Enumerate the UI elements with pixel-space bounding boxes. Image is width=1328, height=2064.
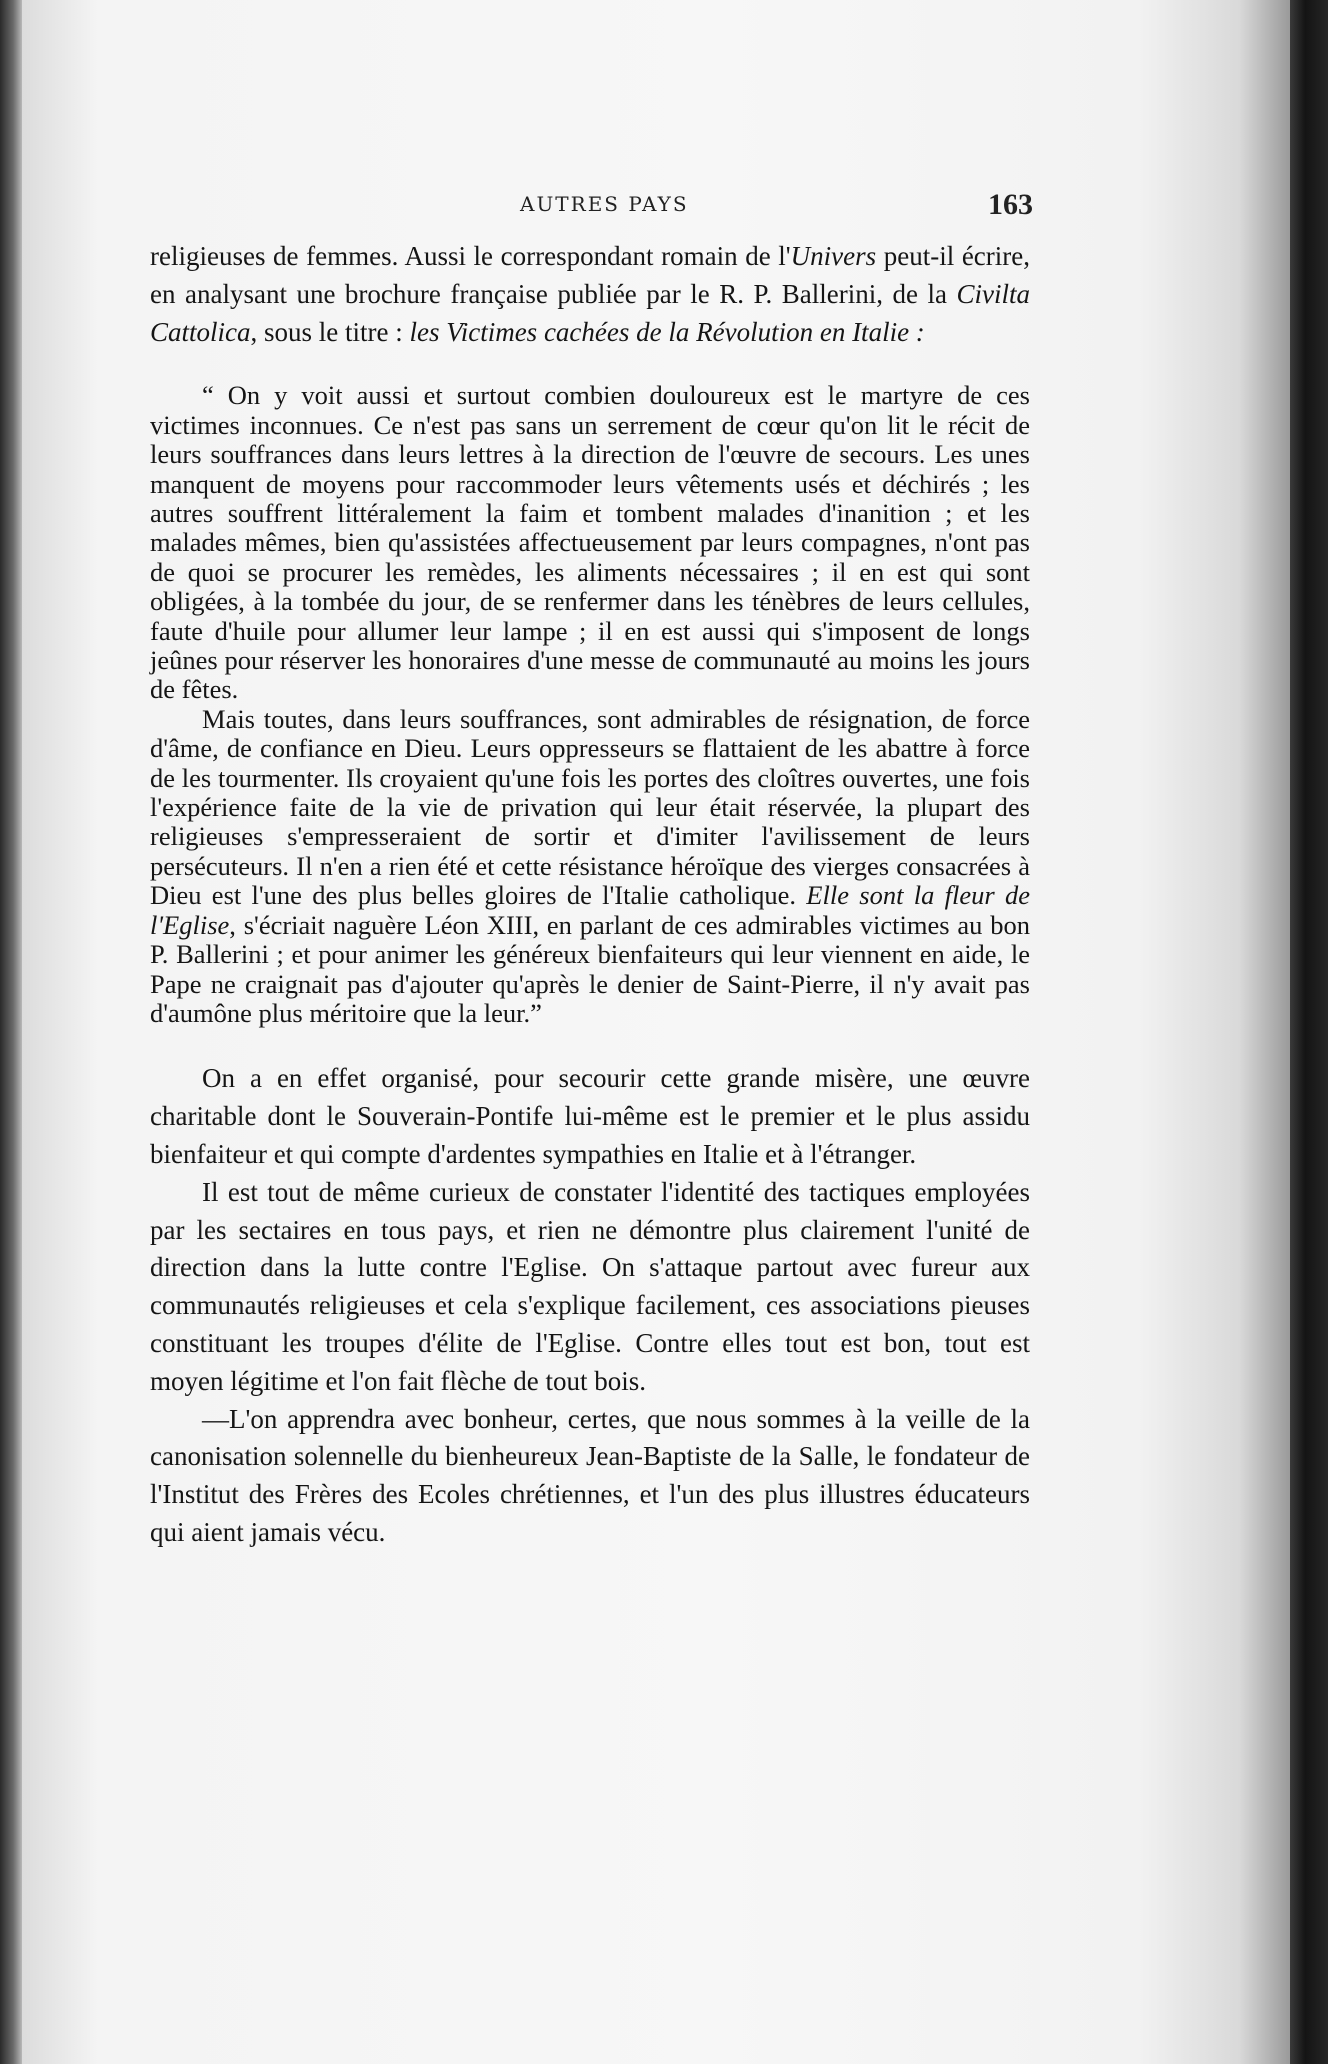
scan-left-shadow	[0, 0, 22, 2064]
quote-paragraph-2	[150, 705, 1030, 1028]
quote-italic: Elle sont la fleur de l'Eglise	[150, 880, 1030, 940]
scan-right-edge	[1290, 0, 1328, 2064]
quote-paragraph-1: “ On y voit aussi et surtout combien douloureux est le martyre de ces victimes inconnues. Ce n'est pas sans un serrement de cœur qu'on lit le récit de leurs souffrances dans leurs lettres à la direction de l'œuvre de secours. Les unes manquent de moyens pour raccommoder leurs vêtements usés et déchirés ; les autres souffrent littéralement la faim et tombent malades d'inanition ; et les malades mêmes, bien qu'assistées affectueusement par leurs compagnes, n'ont pas de quoi se procurer les remèdes, les aliments nécessaires ; il en est qui sont obligées, à la tombée du jour, de se renfermer dans les ténèbres de leurs cellules, faute d'huile pour allumer leur lampe ; il en est aussi qui s'imposent de longs jeûnes pour réserver les honoraires d'une messe de communauté au moins les jours de fêtes.	[150, 380, 1030, 705]
intro-text-2: peut-il écrire, en analysant une brochure française publiée par le R. P. Ballerini, de la	[150, 241, 1030, 309]
page-text	[150, 238, 1030, 1552]
running-head: AUTRES PAYS	[520, 192, 689, 216]
quote-text-1: Mais toutes, dans leurs souffrances, sont admirables de résignation, de force d'âme, de confiance en Dieu. Leurs oppresseurs se flattaient de les abattre à force de les tourmenter. Ils croyaient qu'une fois les portes des cloîtres ouvertes, une fois l'expérience faite de la vie de privation qui leur était réservée, la plupart des religieuses s'empresseraient de sortir et d'imiter l'avilissement de leurs persécuteurs. Il n'en a rien été et cette résistance héroïque des vierges consacrées à Dieu est l'une des plus belles gloires de l'Italie catholique.	[150, 703, 1030, 911]
block-quote	[150, 381, 1030, 1028]
body-paragraph-1: On a en effet organisé, pour secourir cette grande misère, une œuvre charitable dont le Souverain-Pontife lui-même est le premier et le plus assidu bienfaiteur et qui compte d'ardentes sympathies en Italie et à l'étranger.	[150, 1063, 1030, 1169]
intro-italic-univers: Univers	[790, 241, 877, 271]
intro-text-1: religieuses de femmes. Aussi le correspondant romain de l'	[150, 241, 791, 271]
page-number: 163	[988, 188, 1033, 221]
body-paragraph-2: Il est tout de même curieux de constater l'identité des tactiques employées par les sectaires en tous pays, et rien ne démontre plus clairement l'unité de direction dans la lutte contre l'Eglise. On s'attaque partout avec fureur aux communautés religieuses et cela s'explique facilement, ces associations pieuses constituant les troupes d'élite de l'Eglise. Contre elles tout est bon, tout est moyen légitime et l'on fait flèche de tout bois.	[150, 1176, 1030, 1396]
intro-italic-title: les Victimes cachées de la Révolution en Italie :	[409, 316, 925, 347]
intro-text-3: , sous le titre :	[250, 316, 410, 347]
body-paragraph-3: —L'on apprendra avec bonheur, certes, que nous sommes à la veille de la canonisation solennelle du bienheureux Jean-Baptiste de la Salle, le fondateur de l'Institut des Frères des Ecoles chrétiennes, et l'un des plus illustres éducateurs qui aient jamais vécu.	[150, 1403, 1030, 1547]
intro-italic-civilta: Civilta Cattolica	[150, 278, 1030, 347]
quote-text-2: , s'écriait naguère Léon XIII, en parlant de ces admirables victimes au bon P. Ballerini ; et pour animer les généreux bienfaiteurs qui leur viennent en aide, le Pape ne craignait pas d'ajouter qu'après le denier de Saint-Pierre, il n'y avait pas d'aumône plus méritoire que la leur.”	[150, 909, 1030, 1028]
intro-paragraph	[150, 238, 1030, 351]
